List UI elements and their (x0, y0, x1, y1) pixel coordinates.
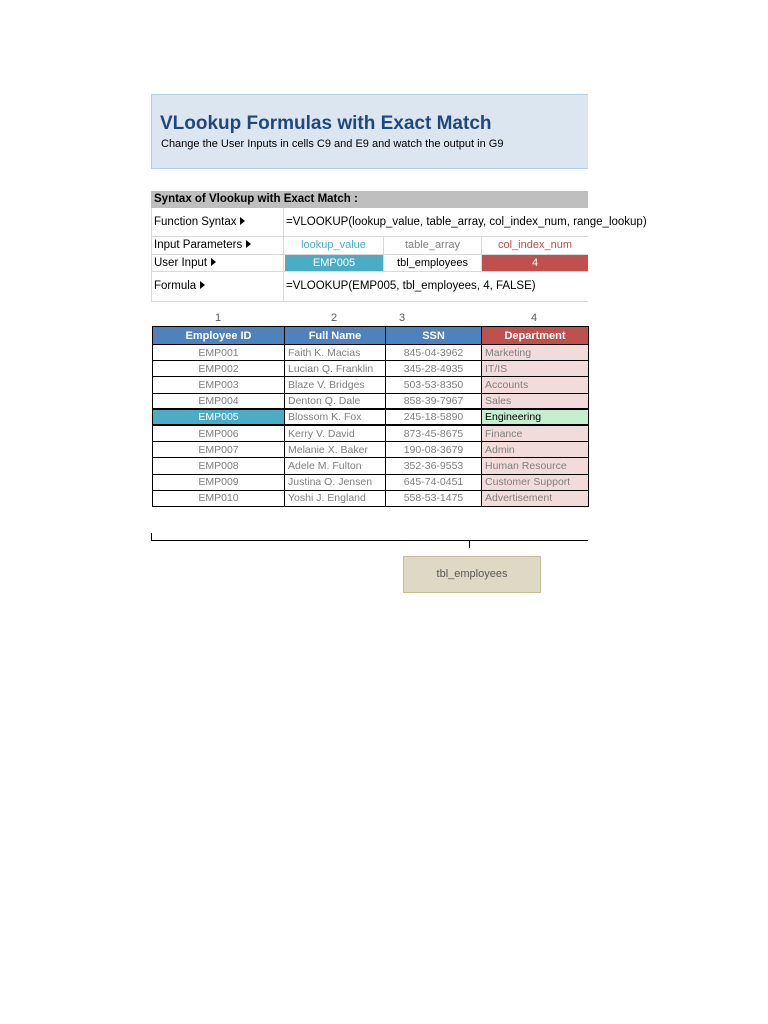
column-number: 2 (330, 312, 338, 324)
param-lookup-value: lookup_value (301, 239, 366, 251)
grid-line (151, 271, 588, 272)
cell-employee-id-match[interactable]: EMP005 (153, 409, 285, 425)
cell-full-name[interactable]: Blaze V. Bridges (285, 377, 386, 393)
lookup-value-input[interactable]: EMP005 (285, 255, 383, 271)
cell-employee-id[interactable]: EMP007 (153, 442, 285, 458)
column-number: 3 (398, 312, 406, 324)
input-parameters-label-text: Input Parameters (154, 239, 243, 251)
cell-department[interactable]: Finance (482, 425, 589, 441)
formula-label (154, 278, 205, 295)
table-row (153, 377, 589, 393)
table-row (153, 345, 589, 361)
cell-department[interactable]: Customer Support (482, 474, 589, 490)
page-subtitle: Change the User Inputs in cells C9 and E9 and watch the output in G9 (161, 138, 504, 150)
column-number: 1 (214, 312, 222, 324)
cell-ssn[interactable]: 190-08-3679 (386, 442, 482, 458)
cell-employee-id[interactable]: EMP008 (153, 458, 285, 474)
cell-full-name[interactable]: Adele M. Fulton (285, 458, 386, 474)
table-row (153, 393, 589, 409)
brace-pointer (469, 540, 470, 548)
table-row (153, 361, 589, 377)
table-row (153, 442, 589, 458)
table-name-callout: tbl_employees (403, 556, 541, 593)
cell-department-result[interactable]: Engineering (482, 409, 589, 425)
syntax-heading: Syntax of Vlookup with Exact Match : (151, 191, 588, 208)
brace-line (152, 540, 588, 541)
cell-full-name[interactable]: Yoshi J. England (285, 490, 386, 506)
param-col-index-num: col_index_num (498, 239, 572, 251)
table-array-input[interactable]: tbl_employees (384, 255, 481, 271)
table-header-row (153, 327, 589, 345)
column-number: 4 (530, 312, 538, 324)
table-row (153, 490, 589, 506)
play-triangle-icon (211, 258, 216, 266)
page-title: VLookup Formulas with Exact Match (160, 113, 492, 134)
cell-employee-id[interactable]: EMP006 (153, 425, 285, 441)
play-triangle-icon (240, 217, 245, 225)
formula-value: =VLOOKUP(EMP005, tbl_employees, 4, FALSE) (286, 280, 536, 292)
cell-ssn[interactable]: 245-18-5890 (386, 409, 482, 425)
cell-ssn[interactable]: 503-53-8350 (386, 377, 482, 393)
play-triangle-icon (246, 240, 251, 248)
function-syntax-label-text: Function Syntax (154, 216, 237, 228)
grid-line (151, 301, 588, 302)
table-row-highlighted (153, 409, 589, 425)
table-row (153, 474, 589, 490)
header-full-name: Full Name (285, 327, 386, 345)
cell-ssn[interactable]: 345-28-4935 (386, 361, 482, 377)
cell-employee-id[interactable]: EMP003 (153, 377, 285, 393)
employees-table (152, 326, 589, 507)
cell-department[interactable]: Sales (482, 393, 589, 409)
input-parameters-label (154, 237, 251, 254)
cell-employee-id[interactable]: EMP001 (153, 345, 285, 361)
param-table-array: table_array (404, 239, 461, 251)
grid-line (151, 208, 152, 302)
cell-ssn[interactable]: 873-45-8675 (386, 425, 482, 441)
cell-department[interactable]: Human Resource (482, 458, 589, 474)
cell-employee-id[interactable]: EMP004 (153, 393, 285, 409)
user-input-label-text: User Input (154, 257, 208, 269)
cell-ssn[interactable]: 645-74-0451 (386, 474, 482, 490)
play-triangle-icon (200, 281, 205, 289)
cell-full-name[interactable]: Kerry V. David (285, 425, 386, 441)
cell-ssn[interactable]: 558-53-1475 (386, 490, 482, 506)
header-employee-id: Employee ID (153, 327, 285, 345)
header-department: Department (482, 327, 589, 345)
function-syntax-value: =VLOOKUP(lookup_value, table_array, col_index_num, range_lookup) (286, 216, 647, 228)
user-input-label (154, 255, 216, 272)
header-ssn: SSN (386, 327, 482, 345)
function-syntax-label (154, 214, 245, 231)
grid-line (283, 208, 284, 302)
cell-employee-id[interactable]: EMP010 (153, 490, 285, 506)
cell-full-name[interactable]: Blossom K. Fox (285, 409, 386, 425)
cell-ssn[interactable]: 858-39-7967 (386, 393, 482, 409)
table-row (153, 458, 589, 474)
cell-department[interactable]: Advertisement (482, 490, 589, 506)
cell-employee-id[interactable]: EMP009 (153, 474, 285, 490)
col-index-num-input[interactable]: 4 (482, 255, 588, 271)
cell-ssn[interactable]: 845-04-3962 (386, 345, 482, 361)
cell-ssn[interactable]: 352-36-9553 (386, 458, 482, 474)
cell-department[interactable]: Marketing (482, 345, 589, 361)
cell-full-name[interactable]: Melanie X. Baker (285, 442, 386, 458)
table-row (153, 425, 589, 441)
cell-department[interactable]: Accounts (482, 377, 589, 393)
cell-full-name[interactable]: Denton Q. Dale (285, 393, 386, 409)
cell-full-name[interactable]: Justina O. Jensen (285, 474, 386, 490)
cell-full-name[interactable]: Faith K. Macias (285, 345, 386, 361)
cell-full-name[interactable]: Lucian Q. Franklin (285, 361, 386, 377)
cell-department[interactable]: IT/IS (482, 361, 589, 377)
cell-employee-id[interactable]: EMP002 (153, 361, 285, 377)
formula-label-text: Formula (154, 280, 197, 292)
cell-department[interactable]: Admin (482, 442, 589, 458)
